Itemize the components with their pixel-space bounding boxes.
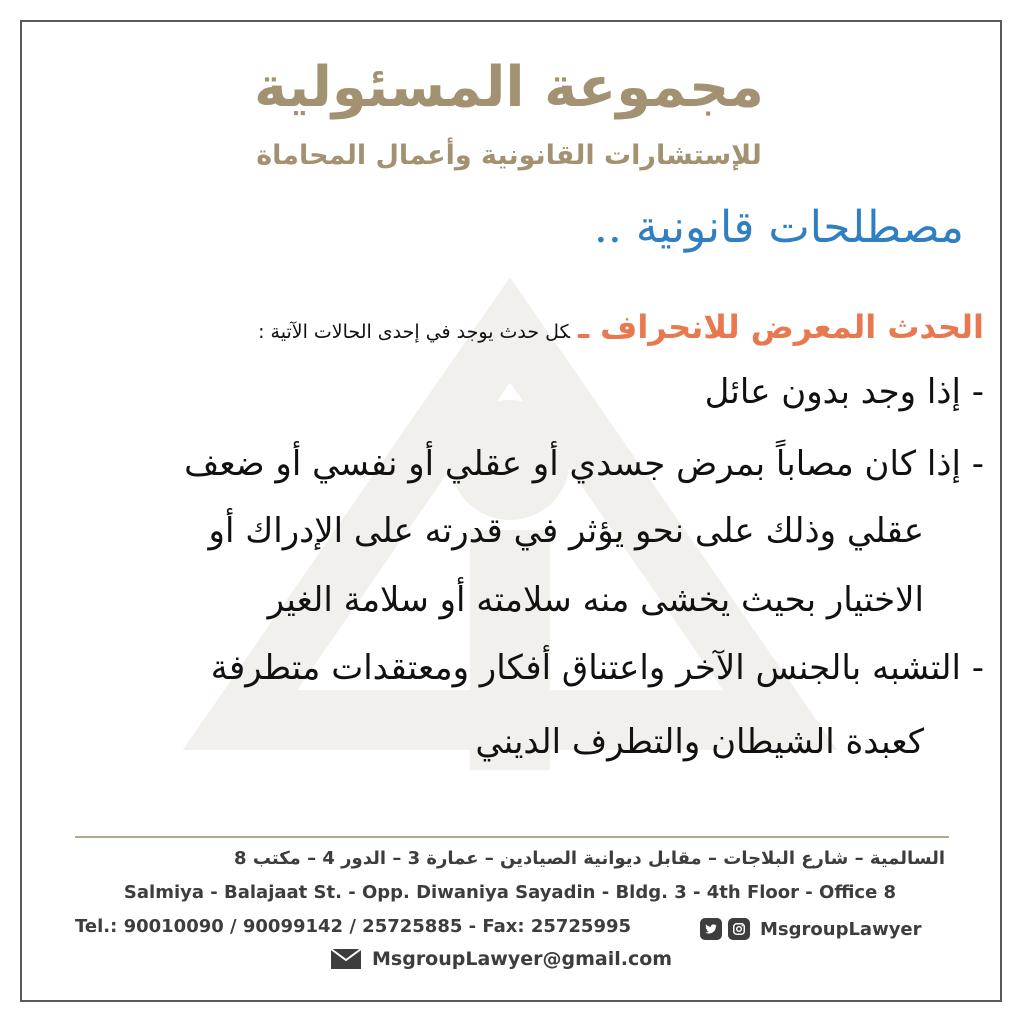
body-line-4: الاختيار بحيث يخشى منه سلامته أو سلامة الغير [267, 580, 924, 620]
body-line-1: - إذا وجد بدون عائل [704, 372, 984, 412]
email-address[interactable]: MsgroupLawyer@gmail.com [372, 948, 673, 970]
body-line-2: - إذا كان مصاباً بمرض جسدي أو عقلي أو نفسي أو ضعف [184, 444, 984, 484]
body-line-3: عقلي وذلك على نحو يؤثر في قدرته على الإدراك أو [208, 511, 924, 551]
term-line [24, 308, 984, 346]
footer-address-ar: السالمية – شارع البلاجات – مقابل ديوانية الصيادين – عمارة 3 – الدور 4 – مكتب 8 [234, 848, 945, 869]
section-heading: مصطلحات قانونية .. [593, 202, 964, 253]
social-row [700, 918, 960, 940]
term-definition: كل حدث يوجد في إحدى الحالات الآتية : [258, 321, 571, 343]
twitter-icon[interactable] [700, 918, 722, 940]
term-name: الحدث المعرض للانحراف ـ [578, 308, 984, 346]
social-handle[interactable]: MsgroupLawyer [760, 918, 922, 940]
footer-address-en: Salmiya - Balajaat St. - Opp. Diwaniya Sayadin - Bldg. 3 - 4th Floor - Office 8 [123, 882, 897, 903]
brand-title: مجموعة المسئولية [254, 55, 764, 120]
brand-subtitle: للإستشارات القانونية وأعمال المحاماة [256, 140, 762, 171]
instagram-icon[interactable] [728, 918, 750, 940]
footer-phones: Tel.: 90010090 / 90099142 / 25725885 - Fax: 25725995 [75, 916, 632, 937]
body-line-5: - التشبه بالجنس الآخر واعتناق أفكار ومعتقدات متطرفة [210, 648, 984, 688]
body-line-6: كعبدة الشيطان والتطرف الديني [475, 722, 924, 762]
footer-divider [75, 836, 949, 838]
email-row [330, 948, 672, 970]
email-icon [330, 948, 362, 970]
